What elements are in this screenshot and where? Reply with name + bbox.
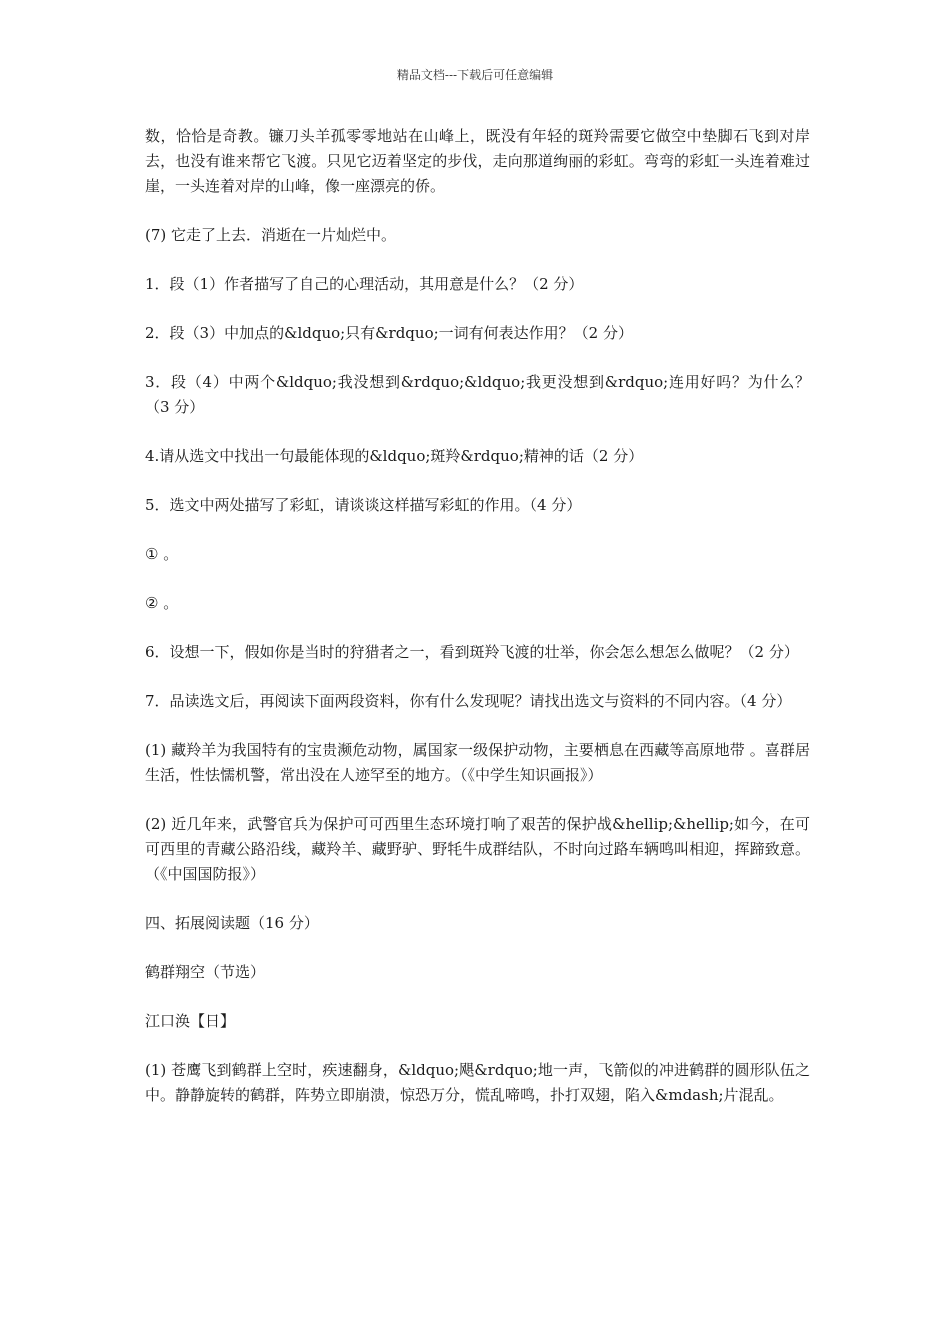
question-5: 5．选文中两处描写了彩虹，请谈谈这样描写彩虹的作用。（4 分）: [145, 496, 582, 514]
story-paragraph-6-continuation: 数，恰恰是奇教。镰刀头羊孤零零地站在山峰上，既没有年轻的斑羚需要它做空中垫脚石飞到对岸去，也没有谁来帮它飞渡。只见它迈着坚定的步伐，走向那道绚丽的彩虹。弯弯的彩虹一头连着难过崖，一头连着对岸的山峰，像一座漂亮的侨。: [145, 127, 810, 195]
question-4: 4.请从选文中找出一句最能体现的&ldquo;斑羚&rdquo;精神的话（2 分）: [145, 447, 644, 465]
question-3: 3．段（4）中两个&ldquo;我没想到&rdquo;&ldquo;我更没想到&rdquo;连用好吗？为什么？（3 分）: [145, 373, 810, 416]
article-author: 江口涣【日】: [145, 1012, 236, 1030]
question-6: 6．设想一下，假如你是当时的狩猎者之一，看到斑羚飞渡的壮举，你会怎么想怎么做呢？（2 分）: [145, 643, 799, 661]
story-paragraph-7: (7) 它走了上去．消逝在一片灿烂中。: [145, 226, 397, 244]
answer-blank-1: ① 。: [145, 545, 179, 563]
material-1: (1) 藏羚羊为我国特有的宝贵濒危动物，属国家一级保护动物，主要栖息在西藏等高原地带 。喜群居生活，性怯懦机警，常出没在人迹罕至的地方。（《中学生知识画报》）: [145, 741, 810, 784]
question-1: 1．段（1）作者描写了自己的心理活动，其用意是什么？（2 分）: [145, 275, 584, 293]
answer-blank-2: ② 。: [145, 594, 179, 612]
question-2: 2．段（3）中加点的&ldquo;只有&rdquo;一词有何表达作用？（2 分）: [145, 324, 633, 342]
article-paragraph-1: (1) 苍鹰飞到鹤群上空时，疾速翻身，&ldquo;飓&rdquo;地一声，飞箭似的冲进鹤群的圆形队伍之中。静静旋转的鹤群，阵势立即崩溃，惊恐万分，慌乱啼鸣，扑打双翅，陷入&mdash;片混乱。: [145, 1061, 810, 1104]
section-heading: 四、拓展阅读题（16 分）: [145, 914, 319, 932]
question-7: 7．品读选文后，再阅读下面两段资料，你有什么发现呢？请找出选文与资料的不同内容。（4 分）: [145, 692, 792, 710]
article-title: 鹤群翔空（节选）: [145, 963, 266, 981]
page-header: 精品文档---下载后可任意编辑: [396, 68, 554, 82]
material-2: (2) 近几年来，武警官兵为保护可可西里生态环境打响了艰苦的保护战&hellip;&hellip;如今，在可可西里的青藏公路沿线，藏羚羊、藏野驴、野牦牛成群结队，不时向过路车辆鸣叫相迎，挥蹄致意。（《中国国防报》）: [145, 815, 810, 883]
document-body: [145, 124, 810, 1132]
